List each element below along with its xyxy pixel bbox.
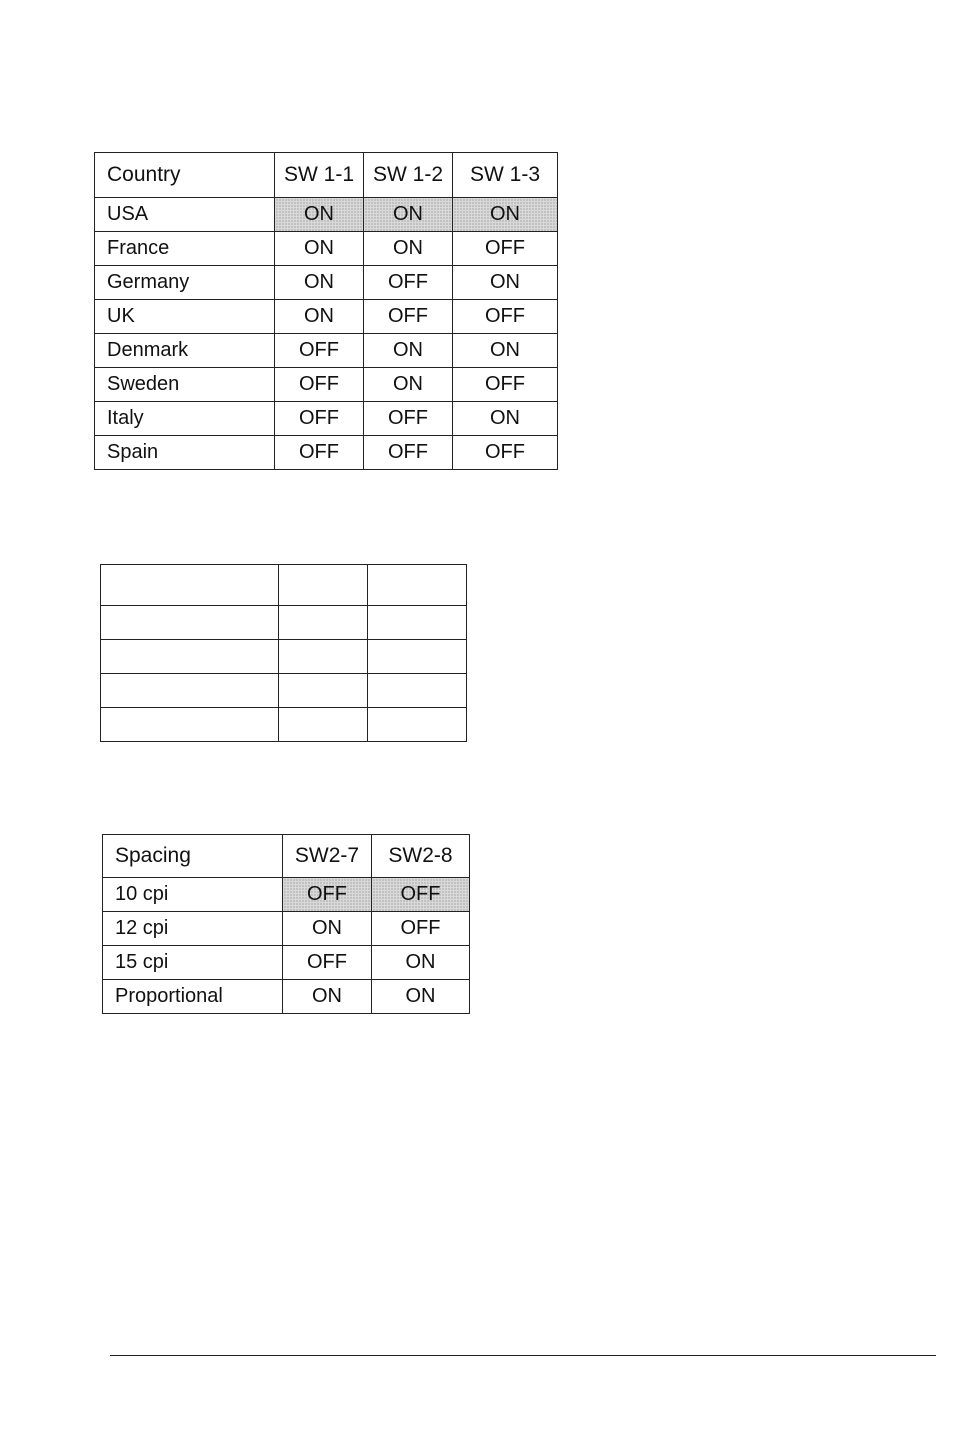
switch-value-cell: ON [453, 334, 558, 368]
switch-value-cell: ON [275, 198, 364, 232]
table-row [101, 565, 467, 606]
switch-value-cell: ON [283, 980, 372, 1014]
switch-value-cell: OFF [453, 436, 558, 470]
spacing-cell: 15 cpi [103, 946, 283, 980]
empty-cell [279, 708, 368, 742]
switch-value-cell: ON [453, 402, 558, 436]
column-header: Country [95, 153, 275, 198]
country-switch-table [94, 152, 558, 470]
spacing-cell: 10 cpi [103, 878, 283, 912]
switch-value-cell: ON [364, 198, 453, 232]
switch-value-cell: ON [453, 198, 558, 232]
switch-value-cell: ON [364, 232, 453, 266]
switch-value-cell: OFF [364, 402, 453, 436]
table-row [95, 436, 558, 470]
table-row [103, 946, 470, 980]
country-cell: USA [95, 198, 275, 232]
country-cell: Denmark [95, 334, 275, 368]
empty-cell [279, 565, 368, 606]
empty-cell [101, 674, 279, 708]
empty-cell [368, 674, 467, 708]
switch-value-cell: OFF [364, 266, 453, 300]
switch-value-cell: OFF [364, 300, 453, 334]
table-row [95, 402, 558, 436]
empty-cell [368, 708, 467, 742]
empty-cell [101, 565, 279, 606]
switch-value-cell: OFF [283, 878, 372, 912]
empty-table [100, 564, 467, 742]
switch-value-cell: ON [275, 232, 364, 266]
switch-value-cell: OFF [364, 436, 453, 470]
table-row [101, 674, 467, 708]
empty-cell [368, 640, 467, 674]
table-row [101, 606, 467, 640]
column-header: SW 1-3 [453, 153, 558, 198]
column-header: SW2-8 [372, 835, 470, 878]
spacing-cell: Proportional [103, 980, 283, 1014]
country-cell: France [95, 232, 275, 266]
spacing-cell: 12 cpi [103, 912, 283, 946]
switch-value-cell: ON [372, 946, 470, 980]
switch-value-cell: ON [372, 980, 470, 1014]
country-cell: Sweden [95, 368, 275, 402]
empty-cell [101, 640, 279, 674]
switch-value-cell: OFF [283, 946, 372, 980]
empty-cell [101, 606, 279, 640]
switch-value-cell: ON [453, 266, 558, 300]
switch-value-cell: OFF [453, 232, 558, 266]
table-row [95, 198, 558, 232]
switch-value-cell: ON [283, 912, 372, 946]
table-row [95, 368, 558, 402]
empty-cell [279, 674, 368, 708]
table-row [95, 232, 558, 266]
column-header: SW2-7 [283, 835, 372, 878]
switch-value-cell: OFF [372, 878, 470, 912]
empty-cell [368, 565, 467, 606]
table-row [95, 334, 558, 368]
footer-rule [110, 1355, 936, 1356]
switch-value-cell: OFF [275, 402, 364, 436]
table-row [103, 912, 470, 946]
empty-cell [279, 606, 368, 640]
table-header-row [95, 153, 558, 198]
table-row [95, 266, 558, 300]
switch-value-cell: ON [364, 368, 453, 402]
table-row [103, 980, 470, 1014]
country-cell: Spain [95, 436, 275, 470]
switch-value-cell: ON [275, 266, 364, 300]
switch-value-cell: OFF [453, 368, 558, 402]
table-row [101, 708, 467, 742]
country-cell: UK [95, 300, 275, 334]
table-row [101, 640, 467, 674]
column-header: SW 1-2 [364, 153, 453, 198]
switch-value-cell: OFF [275, 368, 364, 402]
table-row [103, 878, 470, 912]
switch-value-cell: ON [364, 334, 453, 368]
switch-value-cell: OFF [275, 436, 364, 470]
country-cell: Germany [95, 266, 275, 300]
empty-cell [368, 606, 467, 640]
table-row [95, 300, 558, 334]
empty-cell [101, 708, 279, 742]
column-header: SW 1-1 [275, 153, 364, 198]
table-header-row [103, 835, 470, 878]
switch-value-cell: OFF [275, 334, 364, 368]
switch-value-cell: ON [275, 300, 364, 334]
spacing-switch-table [102, 834, 470, 1014]
switch-value-cell: OFF [372, 912, 470, 946]
column-header: Spacing [103, 835, 283, 878]
country-cell: Italy [95, 402, 275, 436]
empty-cell [279, 640, 368, 674]
switch-value-cell: OFF [453, 300, 558, 334]
